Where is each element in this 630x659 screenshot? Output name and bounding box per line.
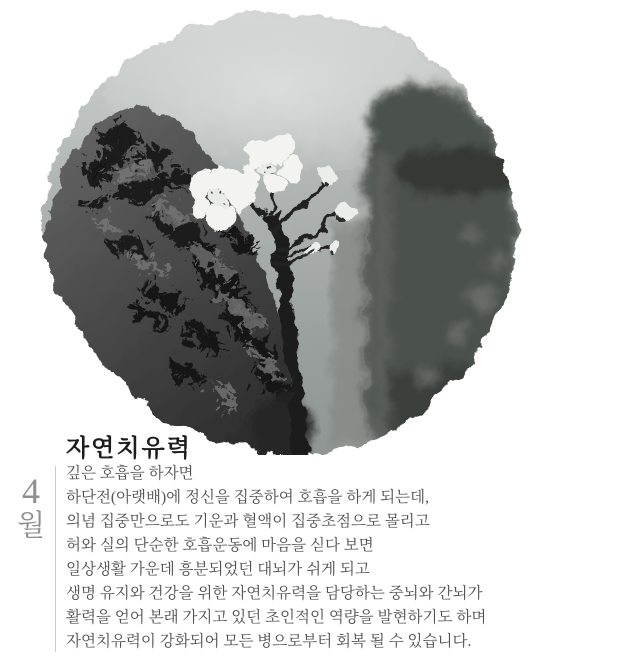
- body-line: 깊은 호흡을 하자면: [66, 465, 194, 482]
- body-text: [66, 462, 486, 654]
- vertical-divider: [55, 466, 56, 652]
- blossom-photo-svg: [30, 3, 535, 455]
- body-line: 생명 유지와 건강을 위한 자연치유력을 담당하는 중뇌와 간뇌가: [66, 585, 483, 602]
- blossom-left-core: [211, 190, 229, 208]
- page-title: 자연치유력: [66, 436, 192, 462]
- trunk-dark-bottom: [370, 363, 526, 439]
- gray-gap-band: [332, 223, 368, 443]
- month-label: [6, 473, 56, 543]
- trunk-sharp-edge: [365, 188, 367, 433]
- body-line: 허와 실의 단순한 호흡운동에 마음을 싣다 보면: [66, 537, 374, 554]
- body-line: 활력을 얻어 본래 가지고 있던 초인적인 역량을 발현하기도 하며: [66, 609, 487, 626]
- blossom-photo: [30, 3, 535, 455]
- month-suffix: 월: [16, 510, 45, 542]
- trunk-dark-band: [390, 147, 534, 195]
- body-line: 일상생활 가운데 흥분되었던 대뇌가 쉬게 되고: [66, 561, 370, 578]
- blurred-trunk: [364, 85, 534, 450]
- month-number: 4: [22, 471, 40, 511]
- body-line: 하단전(아랫배)에 정신을 집중하여 호흡을 하게 되는데,: [66, 489, 429, 506]
- ink-wash-blob: [30, 3, 535, 455]
- trunk-edge-highlight: [374, 153, 390, 443]
- body-line: 의념 집중만으로도 기운과 혈액이 집중초점으로 몰리고: [66, 513, 430, 530]
- body-line: 자연치유력이 강화되어 모든 병으로부터 회복 될 수 있습니다.: [66, 633, 472, 650]
- blossom-right-core: [263, 159, 279, 175]
